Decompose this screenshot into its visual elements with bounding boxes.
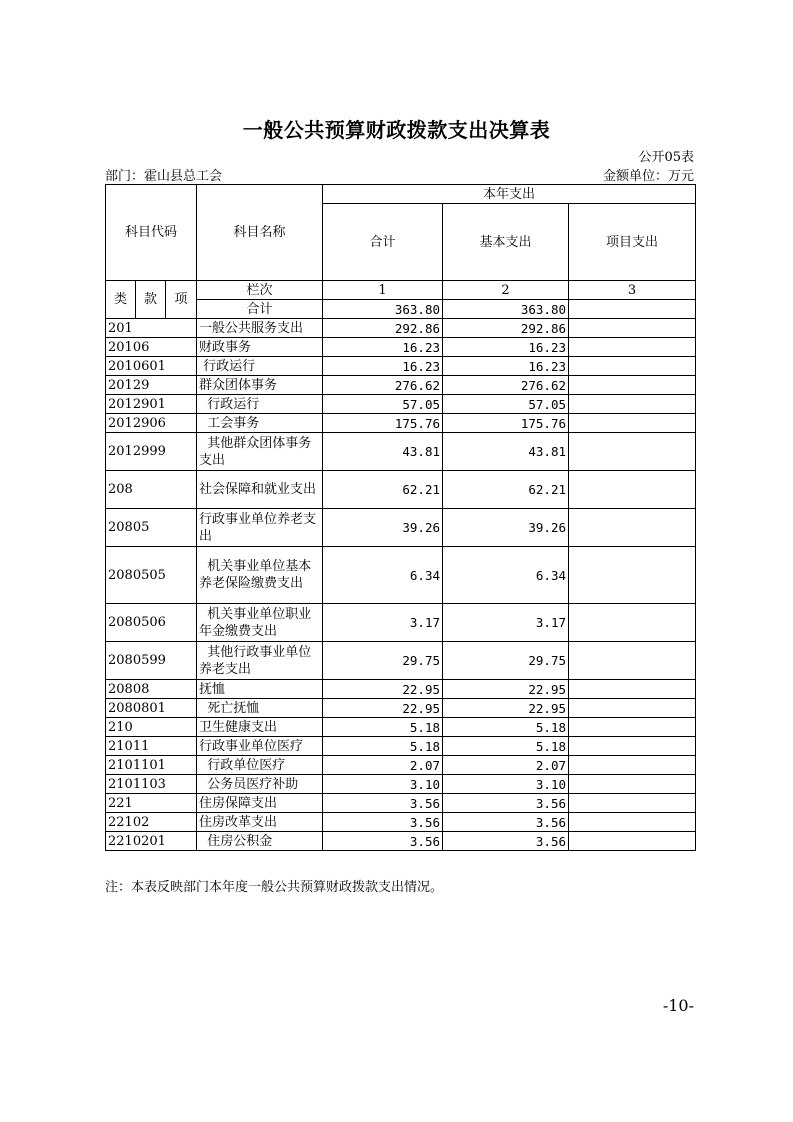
row-name: 行政运行 [197, 395, 323, 414]
header-basic: 基本支出 [443, 204, 569, 281]
table-row [106, 338, 696, 357]
row-code: 208 [106, 471, 197, 509]
row-total: 6.34 [323, 547, 443, 604]
row-basic: 3.56 [443, 832, 569, 851]
row-total: 3.56 [323, 794, 443, 813]
row-basic: 3.56 [443, 794, 569, 813]
row-name: 行政运行 [197, 357, 323, 376]
row-project [569, 604, 696, 642]
page-number: -10- [662, 996, 694, 1015]
row-total: 16.23 [323, 357, 443, 376]
row-code: 20805 [106, 509, 197, 547]
header-total: 合计 [323, 204, 443, 281]
amount-unit-label: 金额单位：万元 [602, 169, 694, 184]
row-code: 201 [106, 319, 197, 338]
row-code: 2101101 [106, 756, 197, 775]
table-row [106, 376, 696, 395]
row-total: 3.56 [323, 832, 443, 851]
row-code: 2080599 [106, 642, 197, 680]
header-lei: 类 [106, 281, 136, 319]
row-project [569, 395, 696, 414]
row-basic: 3.17 [443, 604, 569, 642]
row-name: 住房保障支出 [197, 794, 323, 813]
total-amount: 363.80 [323, 300, 443, 319]
row-total: 3.56 [323, 813, 443, 832]
header-subject-name: 科目名称 [197, 185, 323, 281]
table-row [106, 718, 696, 737]
row-project [569, 737, 696, 756]
header-project: 项目支出 [569, 204, 696, 281]
row-basic: 292.86 [443, 319, 569, 338]
row-basic: 3.56 [443, 813, 569, 832]
row-code: 20808 [106, 680, 197, 699]
row-code: 2210201 [106, 832, 197, 851]
row-project [569, 794, 696, 813]
row-total: 22.95 [323, 680, 443, 699]
row-basic: 22.95 [443, 680, 569, 699]
table-row [106, 794, 696, 813]
department-label: 部门：霍山县总工会 [105, 169, 223, 184]
row-project [569, 376, 696, 395]
row-basic: 43.81 [443, 433, 569, 471]
row-code: 2012901 [106, 395, 197, 414]
header-current-year: 本年支出 [323, 185, 696, 204]
row-basic: 16.23 [443, 357, 569, 376]
header-col-2: 2 [443, 281, 569, 300]
row-code: 2101103 [106, 775, 197, 794]
row-code: 22102 [106, 813, 197, 832]
row-basic: 39.26 [443, 509, 569, 547]
table-row [106, 604, 696, 642]
row-name: 行政单位医疗 [197, 756, 323, 775]
row-name: 抚恤 [197, 680, 323, 699]
row-project [569, 813, 696, 832]
row-code: 2080505 [106, 547, 197, 604]
row-basic: 6.34 [443, 547, 569, 604]
row-basic: 62.21 [443, 471, 569, 509]
row-basic: 57.05 [443, 395, 569, 414]
row-code: 2010601 [106, 357, 197, 376]
expenditure-table [105, 184, 696, 851]
row-total: 292.86 [323, 319, 443, 338]
row-basic: 29.75 [443, 642, 569, 680]
row-basic: 5.18 [443, 718, 569, 737]
row-code: 20106 [106, 338, 197, 357]
row-name: 住房公积金 [197, 832, 323, 851]
row-total: 22.95 [323, 699, 443, 718]
row-total: 3.17 [323, 604, 443, 642]
row-total: 16.23 [323, 338, 443, 357]
row-total: 3.10 [323, 775, 443, 794]
total-project [569, 300, 696, 319]
table-row [106, 680, 696, 699]
table-row [106, 832, 696, 851]
table-row [106, 547, 696, 604]
table-row [106, 395, 696, 414]
row-name: 行政事业单位医疗 [197, 737, 323, 756]
row-name: 其他群众团体事务支出 [197, 433, 323, 471]
header-xiang: 项 [166, 281, 197, 319]
row-code: 20129 [106, 376, 197, 395]
row-project [569, 319, 696, 338]
row-name: 住房改革支出 [197, 813, 323, 832]
row-name: 工会事务 [197, 414, 323, 433]
table-row [106, 471, 696, 509]
row-name: 公务员医疗补助 [197, 775, 323, 794]
row-project [569, 832, 696, 851]
row-project [569, 414, 696, 433]
row-name: 社会保障和就业支出 [197, 471, 323, 509]
row-name: 其他行政事业单位养老支出 [197, 642, 323, 680]
row-project [569, 718, 696, 737]
table-row [106, 699, 696, 718]
row-total: 2.07 [323, 756, 443, 775]
row-basic: 175.76 [443, 414, 569, 433]
row-code: 221 [106, 794, 197, 813]
total-basic: 363.80 [443, 300, 569, 319]
row-code: 2080801 [106, 699, 197, 718]
row-total: 29.75 [323, 642, 443, 680]
row-code: 2012906 [106, 414, 197, 433]
row-name: 机关事业单位基本养老保险缴费支出 [197, 547, 323, 604]
row-total: 5.18 [323, 737, 443, 756]
table-row [106, 642, 696, 680]
row-project [569, 509, 696, 547]
row-basic: 22.95 [443, 699, 569, 718]
row-project [569, 756, 696, 775]
row-total: 62.21 [323, 471, 443, 509]
row-name: 财政事务 [197, 338, 323, 357]
row-name: 行政事业单位养老支出 [197, 509, 323, 547]
row-project [569, 433, 696, 471]
table-row [106, 414, 696, 433]
row-name: 机关事业单位职业年金缴费支出 [197, 604, 323, 642]
header-kuan: 款 [136, 281, 166, 319]
row-total: 57.05 [323, 395, 443, 414]
row-basic: 3.10 [443, 775, 569, 794]
row-total: 43.81 [323, 433, 443, 471]
table-row [106, 775, 696, 794]
row-name: 一般公共服务支出 [197, 319, 323, 338]
row-basic: 2.07 [443, 756, 569, 775]
row-code: 2012999 [106, 433, 197, 471]
table-row [106, 813, 696, 832]
table-row [106, 737, 696, 756]
table-row [106, 357, 696, 376]
header-column-index: 栏次 [197, 281, 323, 300]
row-basic: 276.62 [443, 376, 569, 395]
row-basic: 16.23 [443, 338, 569, 357]
table-row [106, 756, 696, 775]
table-row [106, 433, 696, 471]
row-total: 276.62 [323, 376, 443, 395]
header-subject-code: 科目代码 [106, 185, 197, 281]
row-total: 175.76 [323, 414, 443, 433]
row-code: 210 [106, 718, 197, 737]
row-project [569, 699, 696, 718]
row-project [569, 338, 696, 357]
row-project [569, 642, 696, 680]
row-code: 2080506 [106, 604, 197, 642]
row-total: 5.18 [323, 718, 443, 737]
row-project [569, 775, 696, 794]
row-total: 39.26 [323, 509, 443, 547]
header-col-1: 1 [323, 281, 443, 300]
table-note: 注：本表反映部门本年度一般公共预算财政拨款支出情况。 [105, 880, 444, 895]
row-project [569, 547, 696, 604]
header-col-3: 3 [569, 281, 696, 300]
row-project [569, 680, 696, 699]
page-title: 一般公共预算财政拨款支出决算表 [242, 118, 551, 142]
row-project [569, 471, 696, 509]
total-label: 合计 [197, 300, 323, 319]
row-code: 21011 [106, 737, 197, 756]
row-name: 卫生健康支出 [197, 718, 323, 737]
row-project [569, 357, 696, 376]
row-basic: 5.18 [443, 737, 569, 756]
table-row [106, 509, 696, 547]
table-row [106, 319, 696, 338]
row-name: 群众团体事务 [197, 376, 323, 395]
row-name: 死亡抚恤 [197, 699, 323, 718]
form-number: 公开05表 [638, 150, 694, 165]
